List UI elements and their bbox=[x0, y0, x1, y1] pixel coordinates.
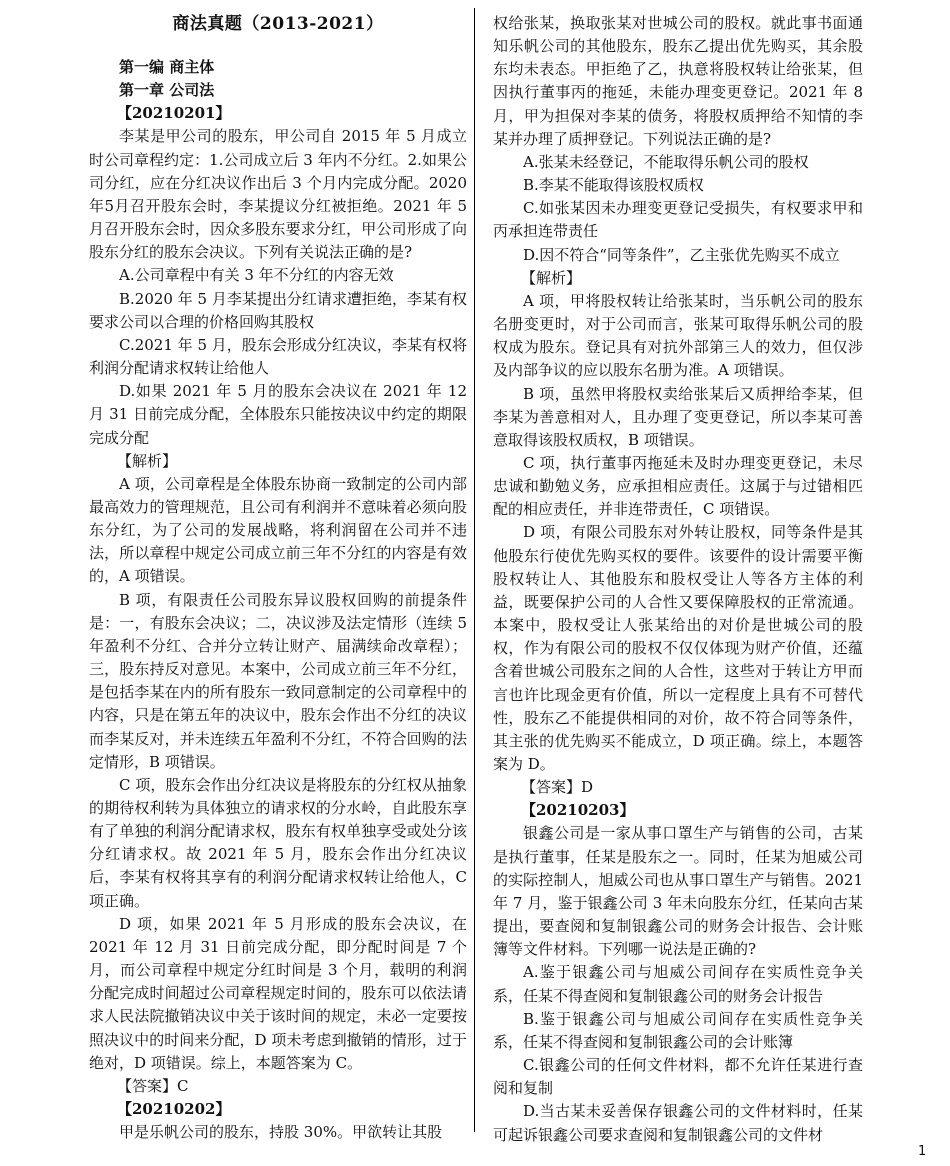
analysis-c: C 项，执行董事丙拖延未及时办理变更登记，未尽忠诚和勤勉义务，应承担相应责任。这属于与过错相匹配的相应责任，并非连带责任，C 项错误。 bbox=[493, 453, 863, 519]
option-b: B.2020 年 5 月李某提出分红请求遭拒绝，李某有权要求公司以合理的价格回购其股权 bbox=[89, 289, 467, 331]
analysis-label: 【解析】 bbox=[521, 268, 582, 287]
option-b: B.李某不能取得该股权质权 bbox=[523, 176, 704, 195]
question-id: 【20210201】 bbox=[117, 104, 231, 123]
option-a: A.公司章程中有关 3 年不分红的内容无效 bbox=[119, 266, 394, 285]
page-number: 1 bbox=[918, 1144, 927, 1159]
option-c: C.银鑫公司的任何文件材料，都不允许任某进行查阅和复制 bbox=[493, 1056, 863, 1098]
chapter-heading: 第一章 公司法 bbox=[119, 81, 215, 100]
question-stem: 银鑫公司是一家从事口罩生产与销售的公司，古某是执行董事，任某是股东之一。同时，任某为旭威公司的实际控制人，旭威公司也从事口罩生产与销售。2021 年 7 月，鉴于银鑫公司 3 年未向股东分红，任某向古某提出，要查阅和复制银鑫公司的财务会计报告、会计账簿等文件材料。下列哪一说法是正确的? bbox=[493, 824, 863, 959]
option-b: B.鉴于银鑫公司与旭威公司间存在实质性竞争关系，任某不得查阅和复制银鑫公司的会计账簿 bbox=[493, 1009, 863, 1051]
analysis-b: B 项，有限责任公司股东异议股权回购的前提条件是：一，有股东会决议；二，决议涉及法定情形（连续 5 年盈利不分红、合并分立转让财产、届满续命改章程）；三，股东持反对意见。本案中，公司成立前三年不分红，是包括李某在内的所有股东一致同意制定的公司章程中的内容，只是在第五年的决议中，股东会作出不分红的决议而李某反对，并未连续五年盈利不分红，不符合回购的法定情形，B 项错误。 bbox=[89, 590, 467, 771]
question-stem: 李某是甲公司的股东，甲公司自 2015 年 5 月成立时公司章程约定：1.公司成立后 3 年内不分红。2.如果公司分红，应在分红决议作出后 3 个月内完成分配。2020年5月召开股东会时，李某提议分红被拒绝。2021 年 5 月召开股东会时，因众多股东要求分红，甲公司形成了向股东分红的股东会决议。下列有关说法正确的是? bbox=[89, 127, 467, 262]
analysis-label: 【解析】 bbox=[117, 451, 178, 470]
question-stem: 甲是乐帆公司的股东，持股 30%。甲欲转让其股 bbox=[119, 1123, 443, 1142]
analysis-a: A 项，甲将股权转让给张某时，当乐帆公司的股东名册变更时，对于公司而言，张某可取得乐帆公司的股权成为股东。登记具有对抗外部第三人的效力，但仅涉及内部争议的应以股东名册为准。A 项错误。 bbox=[493, 291, 863, 380]
document-title: 商法真题（2013-2021） bbox=[172, 14, 384, 34]
analysis-a: A 项，公司章程是全体股东协商一致制定的公司内部最高效力的管理规范，且公司有利润并不意味着必须向股东分红，为了公司的发展战略，将利润留在公司并不违法，所以章程中规定公司成立前三年不分红的内容是有效的，A 项错误。 bbox=[89, 474, 467, 586]
option-a: A.张某未经登记，不能取得乐帆公司的股权 bbox=[523, 152, 809, 171]
option-d: D.如果 2021 年 5 月的股东会决议在 2021 年 12 月 31 日前完成分配，全体股东只能按决议中约定的期限完成分配 bbox=[89, 382, 467, 447]
option-c: C.如张某因未办理变更登记受损失，有权要求甲和丙承担连带责任 bbox=[493, 199, 863, 241]
option-d: D.当古某未妥善保存银鑫公司的文件材料时，任某可起诉银鑫公司要求查阅和复制银鑫公司的文件材 bbox=[493, 1102, 863, 1144]
column-divider bbox=[474, 8, 475, 1132]
option-a: A.鉴于银鑫公司与旭威公司间存在实质性竞争关系，任某不得查阅和复制银鑫公司的财务会计报告 bbox=[493, 963, 863, 1005]
option-d: D.因不符合“同等条件”，乙主张优先购买不成立 bbox=[523, 245, 840, 264]
answer-label: 【答案】C bbox=[117, 1076, 189, 1095]
left-column bbox=[89, 12, 467, 1144]
question-stem-continued: 权给张某，换取张某对世城公司的股权。就此事书面通知乐帆公司的其他股东，股东乙提出优先购买，其余股东均未表态。甲拒绝了乙，执意将股权转让给张某，但因执行董事丙的拖延，未能办理变更登记。2021 年 8 月，甲为担保对李某的债务，将股权质押给不知情的李某并办理了质押登记。下列说法正确的是? bbox=[493, 14, 863, 148]
analysis-b: B 项，虽然甲将股权卖给张某后又质押给李某，但李某为善意相对人，且办理了变更登记，所以李某可善意取得该股权质权，B 项错误。 bbox=[493, 384, 863, 449]
analysis-c: C 项，股东会作出分红决议是将股东的分红权从抽象的期待权利转为具体独立的请求权的分水岭，自此股东享有了单独的利润分配请求权，股东有权单独享受或处分该分红请求权。故 2021 年 5 月，股东会作出分红决议后，李某有权将其享有的利润分配请求权转让给他人，C 项正确。 bbox=[89, 775, 467, 910]
question-id: 【20210202】 bbox=[117, 1100, 231, 1119]
analysis-d: D 项，如果 2021 年 5 月形成的股东会决议，在 2021 年 12 月 31 日前完成分配，即分配时间是 7 个月，而公司章程中规定分红时间是 3 个月，载明的利润分配完成时间超过公司章程规定时间的，股东可以依法请求人民法院撤销决议中关于该时间的规定，未必一定要按照决议中的时间来分配，D 项未考虑到撤销的情形，过于绝对，D 项错误。综上，本题答案为 C。 bbox=[89, 914, 467, 1072]
right-column bbox=[493, 12, 863, 1147]
analysis-d: D 项，有限公司股东对外转让股权，同等条件是其他股东行使优先购买权的要件。该要件的设计需要平衡股权转让人、其他股东和股权受让人等各方主体的利益，既要保护公司的人合性又要保障股权的正常流通。本案中，股权受让人张某给出的对价是世城公司的股权，作为有限公司的股权不仅仅体现为财产价值，还蕴含着世城公司股东之间的人合性，这些对于转让方甲而言也许比现金更有价值，所以一定程度上具有不可替代性，股东乙不能提供相同的对价，故不符合同等条件，其主张的优先购买不能成立，D 项正确。综上，本题答案为 D。 bbox=[493, 523, 863, 773]
answer-label: 【答案】D bbox=[521, 778, 594, 797]
question-id: 【20210203】 bbox=[521, 801, 635, 820]
part-heading: 第一编 商主体 bbox=[119, 58, 215, 76]
option-c: C.2021 年 5 月，股东会形成分红决议，李某有权将利润分配请求权转让给他人 bbox=[89, 335, 467, 378]
